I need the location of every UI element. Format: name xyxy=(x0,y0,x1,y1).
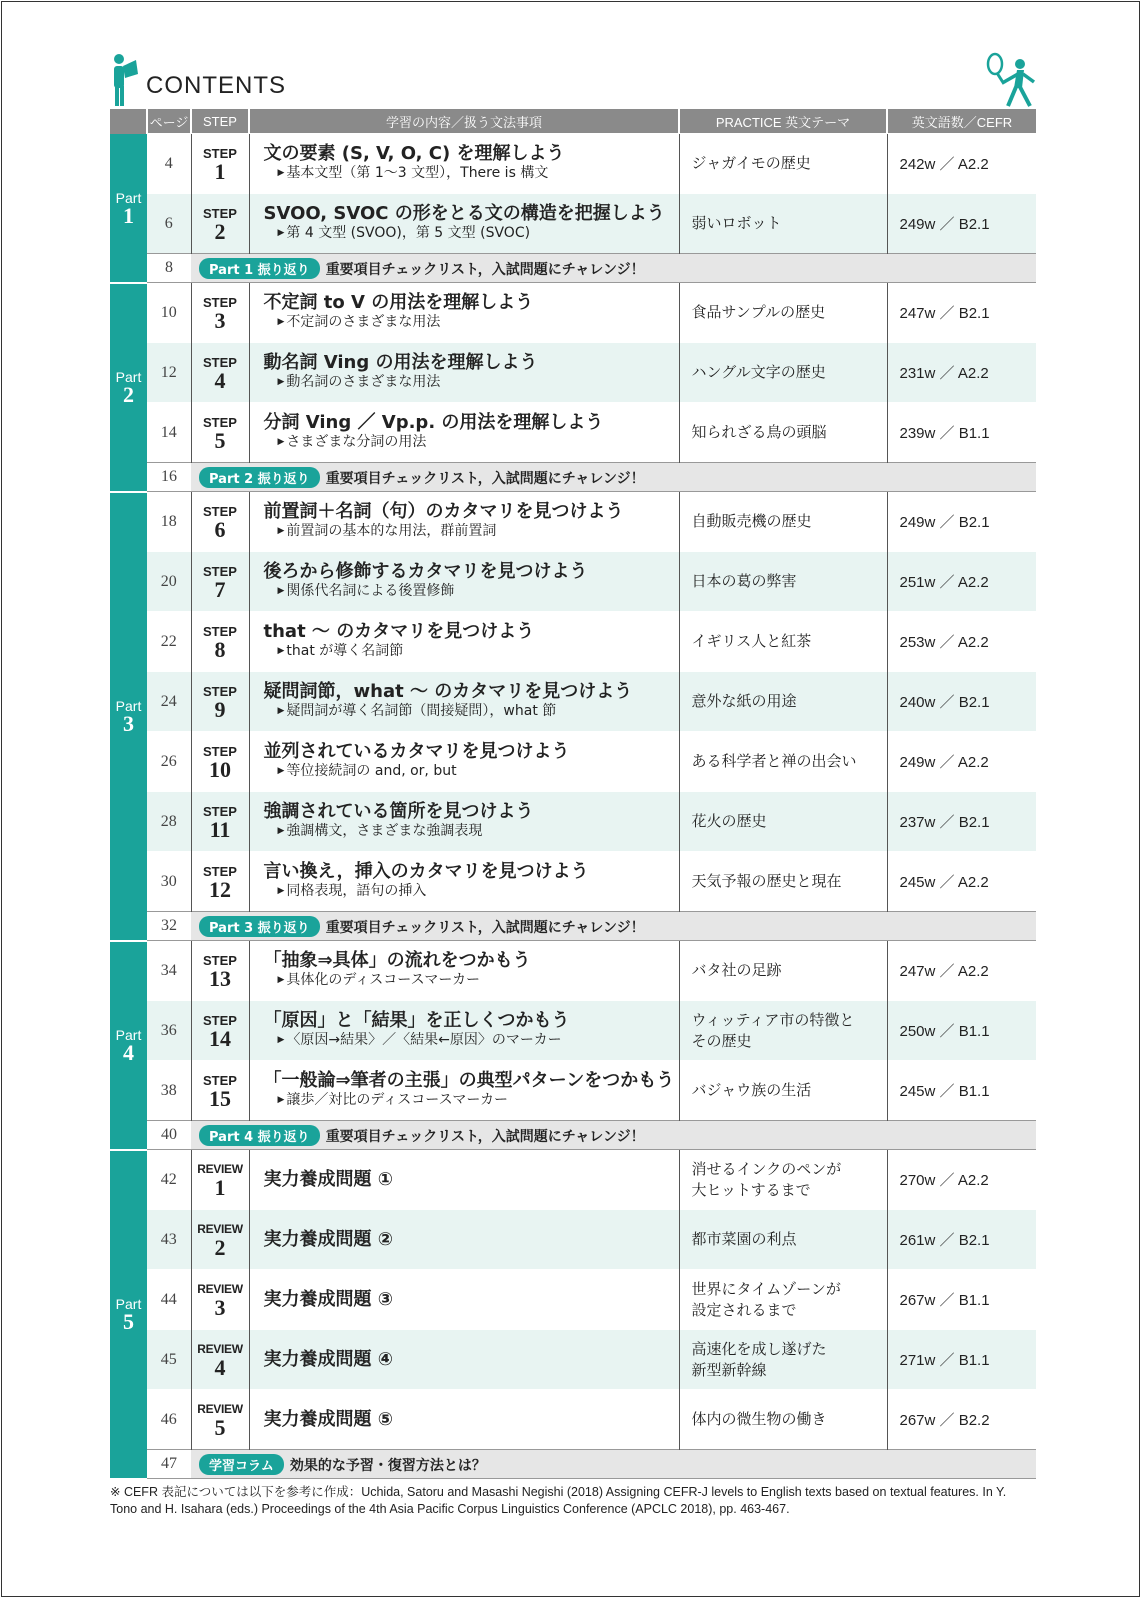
review-row xyxy=(110,254,1036,283)
content-title: 実力養成問題 ① xyxy=(263,1168,394,1190)
page-number: 47 xyxy=(147,1450,191,1479)
practice-theme xyxy=(679,1150,887,1210)
part-label-3 xyxy=(110,492,147,941)
step-label: STEP xyxy=(203,145,237,161)
header-words: 英文語数／CEFR xyxy=(887,109,1036,134)
step-number: 8 xyxy=(214,636,226,662)
content-cell xyxy=(249,492,679,552)
practice-theme xyxy=(679,552,887,612)
word-count: 245w ／ B1.1 xyxy=(887,1061,1036,1121)
page-number: 40 xyxy=(147,1121,191,1150)
contents-header xyxy=(110,52,1036,108)
content-title: 疑問詞節，what ～ のカタマリを見つけよう xyxy=(263,681,633,702)
theme-line: バタ社の足跡 xyxy=(691,961,782,979)
page-number: 28 xyxy=(147,792,191,852)
part-number: 5 xyxy=(123,1309,134,1334)
content-subtitle: ▶ 〈原因→結果〉／〈結果←原因〉のマーカー xyxy=(264,1032,679,1051)
page-number: 8 xyxy=(147,254,191,283)
review-badge: Part 4 振り返り xyxy=(199,1125,320,1146)
step-cell xyxy=(191,194,249,254)
header-part xyxy=(110,109,147,134)
content-title: 実力養成問題 ② xyxy=(263,1228,394,1250)
theme-line: ある科学者と禅の出会い xyxy=(691,752,857,770)
content-cell xyxy=(249,1001,679,1061)
content-subtitle: ▶ 前置詞の基本的な用法，群前置詞 xyxy=(264,523,679,542)
theme-line: ウィッティア市の特徴と xyxy=(691,1010,855,1029)
step-cell xyxy=(191,1061,249,1121)
step-label: REVIEW xyxy=(197,1401,243,1416)
table-header-row xyxy=(110,109,1036,134)
word-count: 249w ／ B2.1 xyxy=(887,492,1036,552)
step-number: 14 xyxy=(209,1025,231,1051)
theme-line: ジャガイモの歴史 xyxy=(691,154,811,172)
content-cell xyxy=(249,194,679,254)
table-row xyxy=(110,283,1036,343)
step-number: 1 xyxy=(214,1174,226,1200)
content-cell xyxy=(249,343,679,403)
table-row xyxy=(110,134,1036,194)
step-cell xyxy=(191,792,249,852)
step-number: 12 xyxy=(209,876,231,902)
header-content: 学習の内容／扱う文法事項 xyxy=(249,109,679,134)
step-label: STEP xyxy=(203,623,237,639)
step-number: 7 xyxy=(214,576,226,602)
step-number: 11 xyxy=(209,816,231,842)
step-cell xyxy=(191,552,249,612)
step-label: STEP xyxy=(203,863,237,879)
word-count: 242w ／ A2.2 xyxy=(887,134,1036,194)
step-number: 9 xyxy=(214,696,226,722)
theme-line: 花火の歴史 xyxy=(691,812,767,830)
theme-line: 大ヒットするまで xyxy=(691,1180,811,1199)
page-number: 22 xyxy=(147,612,191,672)
content-title: 「原因」と「結果」を正しくつかもう xyxy=(263,1010,570,1031)
table-row xyxy=(110,612,1036,672)
word-count: 267w ／ B2.2 xyxy=(887,1390,1036,1450)
review-content xyxy=(191,254,1036,283)
page-title: CONTENTS xyxy=(146,72,286,99)
step-label: STEP xyxy=(203,743,237,759)
page-number: 46 xyxy=(147,1390,191,1450)
page-number: 24 xyxy=(147,672,191,732)
word-count: 249w ／ A2.2 xyxy=(887,732,1036,792)
page-number: 26 xyxy=(147,732,191,792)
step-label: STEP xyxy=(203,952,237,968)
content-title: 「一般論⇒筆者の主張」の典型パターンをつかもう xyxy=(263,1070,675,1091)
review-row xyxy=(110,1450,1036,1479)
word-count: 271w ／ B1.1 xyxy=(887,1330,1036,1390)
content-subtitle: ▶ さまざまな分詞の用法 xyxy=(264,434,679,453)
content-cell xyxy=(249,403,679,463)
step-number: 13 xyxy=(209,965,231,991)
theme-line: 食品サンプルの歴史 xyxy=(691,303,826,321)
theme-line: 新型新幹線 xyxy=(691,1360,767,1379)
content-subtitle: ▶ 同格表現，語句の挿入 xyxy=(264,883,679,902)
step-number: 6 xyxy=(214,516,226,542)
practice-theme xyxy=(679,1001,887,1061)
review-row xyxy=(110,463,1036,492)
page-number: 6 xyxy=(147,194,191,254)
content-subtitle: ▶ 不定詞のさまざまな用法 xyxy=(264,314,679,333)
step-cell xyxy=(191,672,249,732)
word-count: 237w ／ B2.1 xyxy=(887,792,1036,852)
contents-table xyxy=(110,109,1036,1480)
content-cell xyxy=(249,941,679,1001)
content-title: 並列されているカタマリを見つけよう xyxy=(263,741,570,762)
page-number: 36 xyxy=(147,1001,191,1061)
word-count: 247w ／ B2.1 xyxy=(887,283,1036,343)
theme-line: その歴史 xyxy=(691,1031,752,1050)
review-text: 重要項目チェックリスト，入試問題にチャレンジ！ xyxy=(325,470,645,487)
step-number: 2 xyxy=(214,1234,226,1260)
step-cell xyxy=(191,941,249,1001)
table-row xyxy=(110,343,1036,403)
step-cell xyxy=(191,852,249,912)
review-text: 効果的な予習・復習方法とは？ xyxy=(289,1457,486,1474)
table-row xyxy=(110,1330,1036,1390)
content-cell xyxy=(249,1330,679,1390)
step-cell xyxy=(191,1150,249,1210)
step-number: 15 xyxy=(209,1085,231,1111)
step-label: STEP xyxy=(203,354,237,370)
part-label-5 xyxy=(110,1150,147,1479)
step-number: 2 xyxy=(214,218,226,244)
content-title: 分詞 Ving ／ Vp.p. の用法を理解しよう xyxy=(263,412,604,433)
step-cell xyxy=(191,1270,249,1330)
review-content xyxy=(191,1121,1036,1150)
part-word: Part xyxy=(115,698,142,714)
step-label: REVIEW xyxy=(197,1161,243,1176)
review-badge: 学習コラム xyxy=(199,1454,284,1475)
theme-line: バジャウ族の生活 xyxy=(691,1081,812,1099)
page-number: 14 xyxy=(147,403,191,463)
content-title: 強調されている箇所を見つけよう xyxy=(263,801,534,822)
content-cell xyxy=(249,134,679,194)
word-count: 250w ／ B1.1 xyxy=(887,1001,1036,1061)
review-badge: Part 3 振り返り xyxy=(199,916,320,937)
header-practice: PRACTICE 英文テーマ xyxy=(679,109,887,134)
step-number: 4 xyxy=(214,367,226,393)
page-number: 34 xyxy=(147,941,191,1001)
practice-theme xyxy=(679,612,887,672)
practice-theme xyxy=(679,1210,887,1270)
content-cell xyxy=(249,1061,679,1121)
content-title: 言い換え，挿入のカタマリを見つけよう xyxy=(263,861,589,882)
word-count: 247w ／ A2.2 xyxy=(887,941,1036,1001)
content-subtitle: ▶ 動名詞のさまざまな用法 xyxy=(264,374,679,393)
step-label: REVIEW xyxy=(197,1341,243,1356)
content-title: 動名詞 Ving の用法を理解しよう xyxy=(263,352,538,373)
practice-theme xyxy=(679,403,887,463)
part-word: Part xyxy=(115,189,142,206)
table-row xyxy=(110,1150,1036,1210)
content-title: that ～ のカタマリを見つけよう xyxy=(263,621,535,642)
theme-line: 都市菜園の利点 xyxy=(691,1230,797,1248)
table-row xyxy=(110,1210,1036,1270)
practice-theme xyxy=(679,1270,887,1330)
theme-line: 知られざる鳥の頭脳 xyxy=(691,423,827,441)
step-cell xyxy=(191,1330,249,1390)
step-cell xyxy=(191,1001,249,1061)
step-label: REVIEW xyxy=(197,1281,243,1296)
word-count: 253w ／ A2.2 xyxy=(887,612,1036,672)
content-subtitle: ▶ 等位接続詞の and, or, but xyxy=(264,763,679,782)
page-number: 44 xyxy=(147,1270,191,1330)
theme-line: 日本の葛の弊害 xyxy=(691,572,797,590)
step-number: 5 xyxy=(214,427,226,453)
content-cell xyxy=(249,1150,679,1210)
content-subtitle: ▶ 第 4 文型 (SVOO)，第 5 文型 (SVOC) xyxy=(264,225,679,244)
theme-line: 消せるインクのペンが xyxy=(691,1159,842,1178)
content-cell xyxy=(249,852,679,912)
page-number: 43 xyxy=(147,1210,191,1270)
table-row xyxy=(110,1390,1036,1450)
review-content xyxy=(191,912,1036,941)
table-row xyxy=(110,194,1036,254)
word-count: 251w ／ A2.2 xyxy=(887,552,1036,612)
content-subtitle: ▶ 関係代名詞による後置修飾 xyxy=(264,583,679,602)
practice-theme xyxy=(679,941,887,1001)
practice-theme xyxy=(679,134,887,194)
review-text: 重要項目チェックリスト，入試問題にチャレンジ！ xyxy=(325,1128,645,1145)
table-row xyxy=(110,941,1036,1001)
step-cell xyxy=(191,403,249,463)
step-label: STEP xyxy=(203,205,237,221)
page-number: 16 xyxy=(147,463,191,492)
theme-line: 弱いロボット xyxy=(691,214,782,232)
table-row xyxy=(110,1061,1036,1121)
part-number: 4 xyxy=(123,1040,134,1065)
theme-line: 意外な紙の用途 xyxy=(691,692,797,710)
step-number: 10 xyxy=(209,756,231,782)
part-label-4 xyxy=(110,941,147,1150)
header-page: ページ xyxy=(147,109,191,134)
page-number: 18 xyxy=(147,492,191,552)
step-number: 5 xyxy=(214,1414,226,1440)
table-row xyxy=(110,852,1036,912)
theme-line: 世界にタイムゾーンが xyxy=(691,1279,841,1298)
review-badge: Part 2 振り返り xyxy=(199,467,320,488)
content-title: 不定詞 to V の用法を理解しよう xyxy=(263,292,534,313)
practice-theme xyxy=(679,732,887,792)
word-count: 267w ／ B1.1 xyxy=(887,1270,1036,1330)
reading-person-icon xyxy=(110,52,140,108)
word-count: 240w ／ B2.1 xyxy=(887,672,1036,732)
page-number: 38 xyxy=(147,1061,191,1121)
word-count: 270w ／ A2.2 xyxy=(887,1150,1036,1210)
page-number: 42 xyxy=(147,1150,191,1210)
content-subtitle: ▶ 譲歩／対比のディスコースマーカー xyxy=(264,1092,679,1111)
content-title: 「抽象⇒具体」の流れをつかもう xyxy=(263,950,531,971)
step-label: STEP xyxy=(203,503,237,519)
content-title: 実力養成問題 ④ xyxy=(263,1348,394,1370)
content-cell xyxy=(249,1210,679,1270)
practice-theme xyxy=(679,1330,887,1390)
review-content xyxy=(191,463,1036,492)
word-count: 249w ／ B2.1 xyxy=(887,194,1036,254)
content-cell xyxy=(249,283,679,343)
part-word: Part xyxy=(115,1296,142,1312)
step-cell xyxy=(191,732,249,792)
cefr-footnote: ※ CEFR 表記については以下を参考に作成：Uchida, Satoru and Masashi Negishi (2018) Assigning CEFR-J levels to English texts based on textual features. In Y. Tono and H. Isahara (eds.) Proceedings of the 4th Asia Pacific Corpus Linguistics Conference (APCLC 2018), pp. 463-467. xyxy=(110,1485,1007,1516)
practice-theme xyxy=(679,194,887,254)
practice-theme xyxy=(679,283,887,343)
content-cell xyxy=(249,552,679,612)
table-row xyxy=(110,1001,1036,1061)
content-cell xyxy=(249,672,679,732)
review-row xyxy=(110,912,1036,941)
practice-theme xyxy=(679,852,887,912)
step-cell xyxy=(191,1390,249,1450)
content-cell xyxy=(249,612,679,672)
theme-line: 天気予報の歴史と現在 xyxy=(691,872,842,890)
practice-theme xyxy=(679,1061,887,1121)
step-cell xyxy=(191,343,249,403)
word-count: 231w ／ A2.2 xyxy=(887,343,1036,403)
review-text: 重要項目チェックリスト，入試問題にチャレンジ！ xyxy=(325,919,645,936)
step-cell xyxy=(191,612,249,672)
table-row xyxy=(110,1270,1036,1330)
part-label-2 xyxy=(110,283,147,492)
content-cell xyxy=(249,1270,679,1330)
step-cell xyxy=(191,283,249,343)
step-label: STEP xyxy=(203,1072,237,1088)
part-word: Part xyxy=(115,1027,142,1043)
part-number: 3 xyxy=(123,711,134,736)
part-number: 2 xyxy=(123,382,134,407)
content-cell xyxy=(249,732,679,792)
step-number: 3 xyxy=(214,1294,226,1320)
step-cell xyxy=(191,1210,249,1270)
content-cell xyxy=(249,792,679,852)
content-title: SVOO, SVOC の形をとる文の構造を把握しよう xyxy=(263,203,665,224)
practice-theme xyxy=(679,343,887,403)
tennis-player-icon xyxy=(984,52,1036,108)
content-subtitle: ▶ 強調構文，さまざまな強調表現 xyxy=(264,823,679,842)
word-count: 245w ／ A2.2 xyxy=(887,852,1036,912)
header-step: STEP xyxy=(191,109,249,134)
review-content xyxy=(191,1450,1036,1479)
practice-theme xyxy=(679,492,887,552)
part-number: 1 xyxy=(123,202,134,228)
content-title: 実力養成問題 ⑤ xyxy=(263,1408,394,1430)
practice-theme xyxy=(679,672,887,732)
step-label: REVIEW xyxy=(197,1221,243,1236)
content-subtitle: ▶ 疑問詞が導く名詞節（間接疑問），what 節 xyxy=(264,703,679,722)
content-title: 実力養成問題 ③ xyxy=(263,1288,394,1310)
page-number: 45 xyxy=(147,1330,191,1390)
table-row xyxy=(110,792,1036,852)
step-label: STEP xyxy=(203,563,237,579)
step-number: 4 xyxy=(214,1354,226,1380)
page-number: 4 xyxy=(147,134,191,194)
page-number: 12 xyxy=(147,343,191,403)
step-cell xyxy=(191,134,249,194)
theme-line: 体内の微生物の働き xyxy=(691,1410,827,1428)
step-label: STEP xyxy=(203,1012,237,1028)
page-number: 20 xyxy=(147,552,191,612)
content-title: 後ろから修飾するカタマリを見つけよう xyxy=(263,561,588,582)
practice-theme xyxy=(679,1390,887,1450)
word-count: 261w ／ B2.1 xyxy=(887,1210,1036,1270)
theme-line: イギリス人と紅茶 xyxy=(691,632,812,650)
part-label-1 xyxy=(110,134,147,283)
content-subtitle: ▶ that が導く名詞節 xyxy=(264,643,679,662)
review-text: 重要項目チェックリスト，入試問題にチャレンジ！ xyxy=(325,261,645,278)
table-row xyxy=(110,492,1036,552)
step-label: STEP xyxy=(203,414,237,430)
table-row xyxy=(110,672,1036,732)
practice-theme xyxy=(679,792,887,852)
content-subtitle: ▶ 基本文型（第 1～3 文型），There is 構文 xyxy=(264,165,679,184)
review-row xyxy=(110,1121,1036,1150)
step-number: 3 xyxy=(214,307,226,333)
table-row xyxy=(110,732,1036,792)
step-cell xyxy=(191,492,249,552)
content-title: 文の要素 (S, V, O, C) を理解しよう xyxy=(263,143,565,164)
step-number: 1 xyxy=(214,158,226,184)
review-badge: Part 1 振り返り xyxy=(199,258,320,279)
page-number: 32 xyxy=(147,912,191,941)
step-label: STEP xyxy=(203,803,237,819)
table-row xyxy=(110,403,1036,463)
theme-line: 自動販売機の歴史 xyxy=(691,512,812,530)
theme-line: 設定されるまで xyxy=(691,1300,797,1319)
content-subtitle: ▶ 具体化のディスコースマーカー xyxy=(264,972,679,991)
content-cell xyxy=(249,1390,679,1450)
page-number: 30 xyxy=(147,852,191,912)
step-label: STEP xyxy=(203,294,237,310)
theme-line: ハングル文字の歴史 xyxy=(691,363,826,381)
part-word: Part xyxy=(115,369,142,385)
content-title: 前置詞＋名詞（句）のカタマリを見つけよう xyxy=(263,501,624,522)
step-label: STEP xyxy=(203,683,237,699)
page-number: 10 xyxy=(147,283,191,343)
word-count: 239w ／ B1.1 xyxy=(887,403,1036,463)
theme-line: 高速化を成し遂げた xyxy=(691,1339,827,1358)
table-row xyxy=(110,552,1036,612)
